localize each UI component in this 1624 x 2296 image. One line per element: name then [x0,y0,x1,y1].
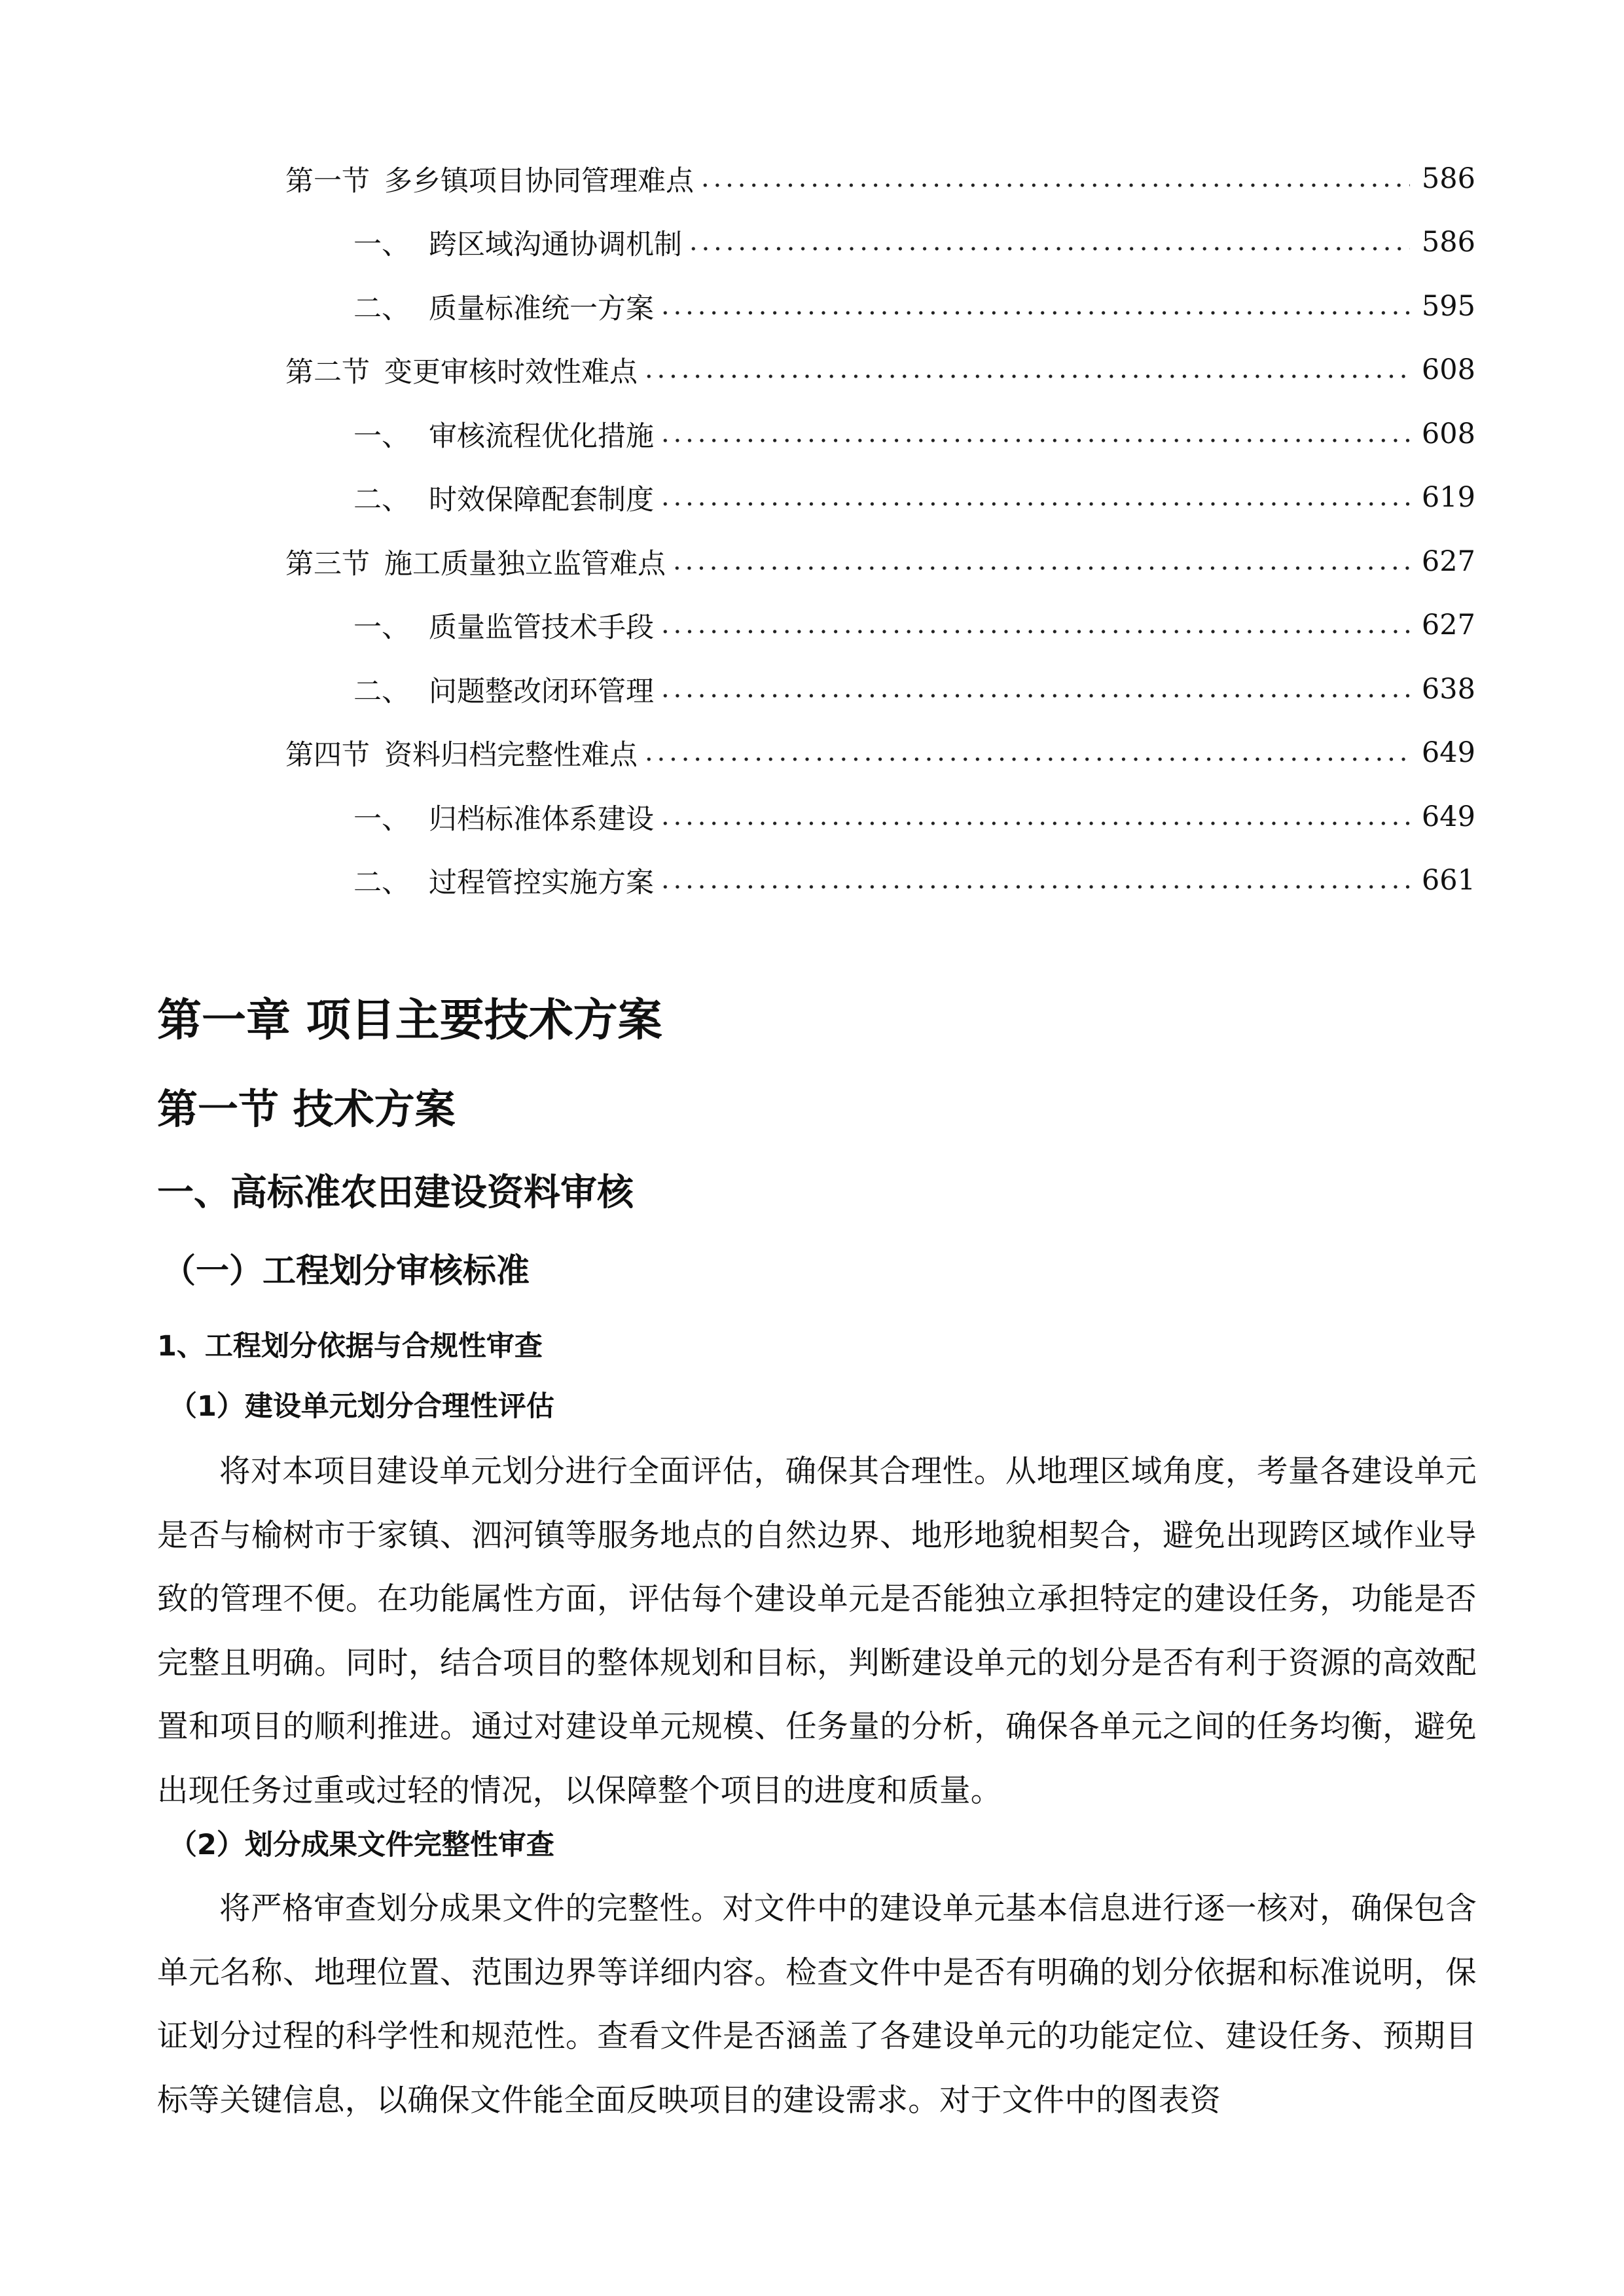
toc-entry[interactable] [353,478,1475,517]
toc-entry-number: 第一节 [285,164,370,198]
toc-dot-leader [699,183,1410,187]
toc-entry-title: 多乡镇项目协同管理难点 [384,164,694,198]
toc-entry-number: 第二节 [285,355,370,389]
toc-entry[interactable] [285,350,1475,389]
toc-entry-label [353,605,654,645]
toc-dot-leader [671,566,1410,570]
toc-dot-leader [659,821,1410,825]
toc-dot-leader [643,374,1410,378]
toc-entry-label [353,797,654,837]
toc-entry-number: 一、 [353,420,410,453]
toc-entry-label [353,414,654,454]
toc-entry-label [353,670,654,709]
toc-entry[interactable] [353,414,1475,454]
toc-entry-title: 审核流程优化措施 [429,420,654,453]
toc-dot-leader [659,885,1410,889]
section-title: 第一节 技术方案 [157,1085,456,1133]
toc-entry-title: 变更审核时效性难点 [384,355,638,389]
toc-entry-label [353,287,654,327]
toc-entry-label [285,542,666,582]
toc-entry-label [285,350,638,390]
toc-entry[interactable] [353,797,1475,836]
toc-dot-leader [659,502,1410,506]
body-paragraph-1: 将对本项目建设单元划分进行全面评估，确保其合理性。从地理区域角度，考量各建设单元是否与榆树市于家镇、泗河镇等服务地点的自然边界、地形地貌相契合，避免出现跨区域作业导致的管理不便。在功能属性方面，评估每个建设单元是否能独立承担特定的建设任务，功能是否完整且明确。同时，结合项目的整体规划和目标，判断建设单元的划分是否有利于资源的高效配置和项目的顺利推进。通过对建设单元规模、任务量的分析，确保各单元之间的任务均衡，避免出现任务过重或过轻的情况，以保障整个项目的进度和质量。 [157,1454,1477,1809]
subsection-title: 一、高标准农田建设资料审核 [157,1172,634,1214]
toc-entry-title: 跨区域沟通协调机制 [429,228,682,261]
toc-entry-page: 586 [1421,162,1475,195]
toc-entry[interactable] [353,223,1475,262]
toc-entry-number: 二、 [353,866,410,899]
toc-entry-number: 一、 [353,228,410,261]
item-title: （一）工程划分审核标准 [162,1252,530,1291]
toc-entry-number: 第四节 [285,738,370,772]
toc-entry-number: 第三节 [285,547,370,581]
toc-dot-leader [643,757,1410,761]
toc-entry-page: 649 [1421,736,1475,769]
toc-entry[interactable] [285,159,1475,198]
toc-entry-number: 二、 [353,483,410,516]
toc-entry[interactable] [353,861,1475,900]
toc-entry[interactable] [353,605,1475,645]
toc-entry-label [285,159,694,199]
toc-entry-label [353,478,654,518]
toc-entry-title: 时效保障配套制度 [429,483,654,516]
toc-entry-label [353,223,682,262]
toc-entry-page: 627 [1421,609,1475,641]
toc-entry[interactable] [285,733,1475,772]
toc-entry-label [285,733,638,773]
toc-entry-page: 619 [1421,481,1475,514]
toc-dot-leader [659,630,1410,634]
toc-entry-page: 586 [1421,226,1475,259]
toc-entry[interactable] [285,542,1475,581]
toc-entry-page: 649 [1421,800,1475,833]
body-paragraph-2: 将严格审查划分成果文件的完整性。对文件中的建设单元基本信息进行逐一核对，确保包含单元名称、地理位置、范围边界等详细内容。检查文件中是否有明确的划分依据和标准说明，保证划分过程的科学性和规范性。查看文件是否涵盖了各建设单元的功能定位、建设任务、预期目标等关键信息，以确保文件能全面反映项目的建设需求。对于文件中的图表资 [157,1891,1477,2119]
toc-entry-page: 608 [1421,418,1475,450]
toc-entry-title: 资料归档完整性难点 [384,738,638,772]
toc-entry-title: 质量监管技术手段 [429,611,654,644]
toc-entry-number: 二、 [353,292,410,325]
toc-entry[interactable] [353,670,1475,709]
toc-entry-number: 二、 [353,675,410,708]
toc-entry-page: 661 [1421,864,1475,897]
toc-entry-label [353,861,654,901]
toc-entry-number: 一、 [353,611,410,644]
toc-entry-title: 质量标准统一方案 [429,292,654,325]
sub-heading-1: （1）建设单元划分合理性评估 [169,1390,554,1423]
sub-heading-2: （2）划分成果文件完整性审查 [169,1829,554,1861]
toc-entry-page: 608 [1421,353,1475,386]
toc-entry-page: 627 [1421,545,1475,578]
point-title: 1、工程划分依据与合规性审查 [157,1330,543,1363]
toc-dot-leader [659,311,1410,315]
toc-dot-leader [659,439,1410,442]
toc-entry-page: 595 [1421,290,1475,323]
toc-entry-title: 过程管控实施方案 [429,866,654,899]
toc-entry-title: 归档标准体系建设 [429,802,654,836]
toc-entry-page: 638 [1421,673,1475,706]
chapter-title: 第一章 项目主要技术方案 [157,995,662,1047]
toc-entry-title: 施工质量独立监管难点 [384,547,666,581]
toc-dot-leader [659,694,1410,698]
toc-dot-leader [687,247,1410,251]
toc-entry[interactable] [353,287,1475,326]
toc-entry-title: 问题整改闭环管理 [429,675,654,708]
toc-entry-number: 一、 [353,802,410,836]
